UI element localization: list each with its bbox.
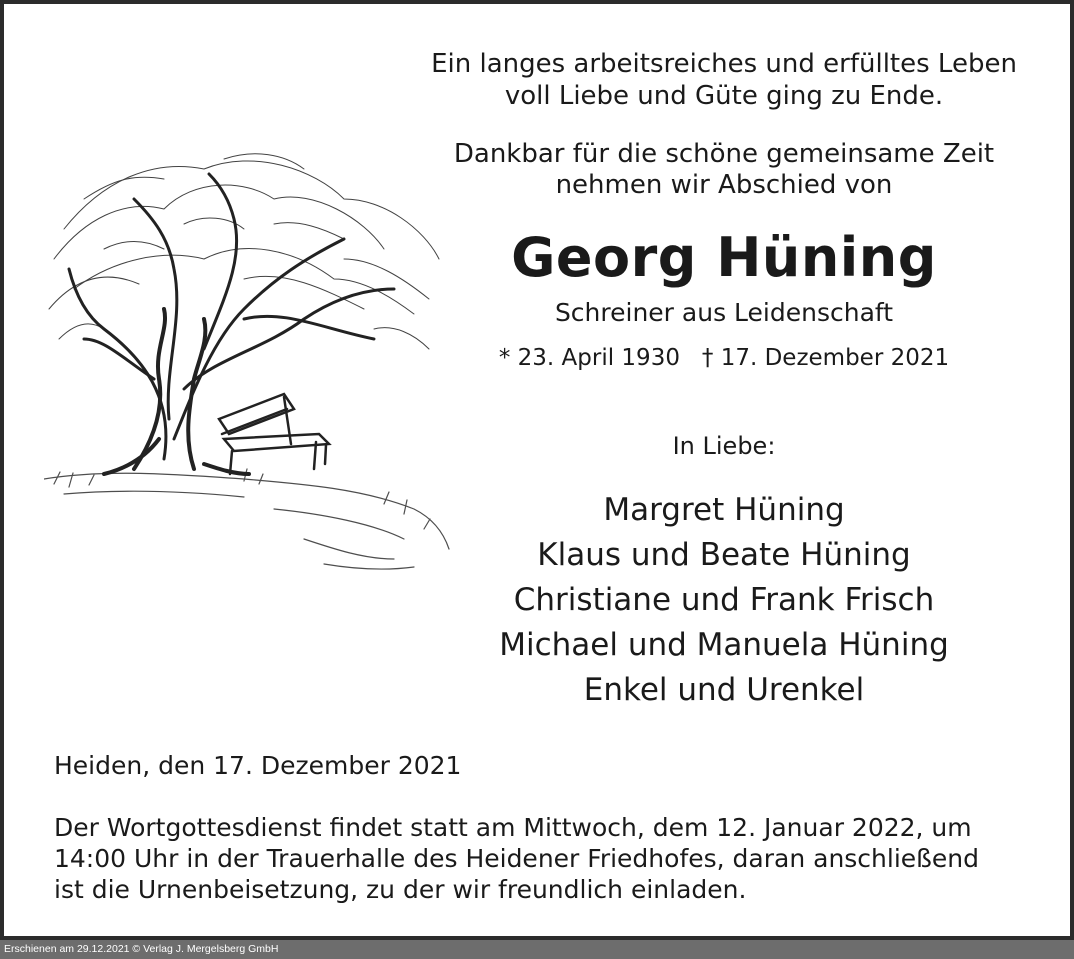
service-line: Der Wortgottesdienst findet statt am Mittwoch, dem 12. Januar 2022, um (54, 813, 972, 842)
tree-with-bench-illustration (44, 139, 454, 579)
in-love-label: In Liebe: (672, 432, 776, 460)
thanks-text (404, 139, 1044, 201)
place-date: Heiden, den 17. Dezember 2021 (54, 751, 462, 780)
thanks-line: Dankbar für die schöne gemeinsame Zeit (453, 139, 995, 169)
deceased-name: Georg Hüning (511, 226, 937, 289)
thanks-line: nehmen wir Abschied von (555, 170, 893, 200)
service-info (54, 812, 1054, 905)
service-line: 14:00 Uhr in der Trauerhalle des Heidener Friedhofes, daran anschließend (54, 844, 980, 873)
publication-footer: Erschienen am 29.12.2021 © Verlag J. Mergelsberg GmbH (0, 940, 1074, 959)
mourner-entry: Enkel und Urenkel (583, 672, 865, 708)
deceased-subtitle: Schreiner aus Leidenschaft (554, 298, 894, 327)
life-dates: * 23. April 1930 † 17. Dezember 2021 (498, 345, 950, 371)
mourners-list (404, 488, 1044, 713)
mourner-entry: Christiane und Frank Frisch (513, 582, 935, 618)
intro-text (404, 48, 1044, 112)
mourner-entry: Klaus und Beate Hüning (537, 537, 911, 573)
intro-line: voll Liebe und Güte ging zu Ende. (504, 81, 944, 111)
mourner-entry: Michael und Manuela Hüning (499, 627, 949, 663)
mourner-entry: Margret Hüning (603, 492, 845, 528)
intro-line: Ein langes arbeitsreiches und erfülltes Leben (431, 49, 1017, 79)
service-line: ist die Urnenbeisetzung, zu der wir freundlich einladen. (54, 875, 747, 904)
